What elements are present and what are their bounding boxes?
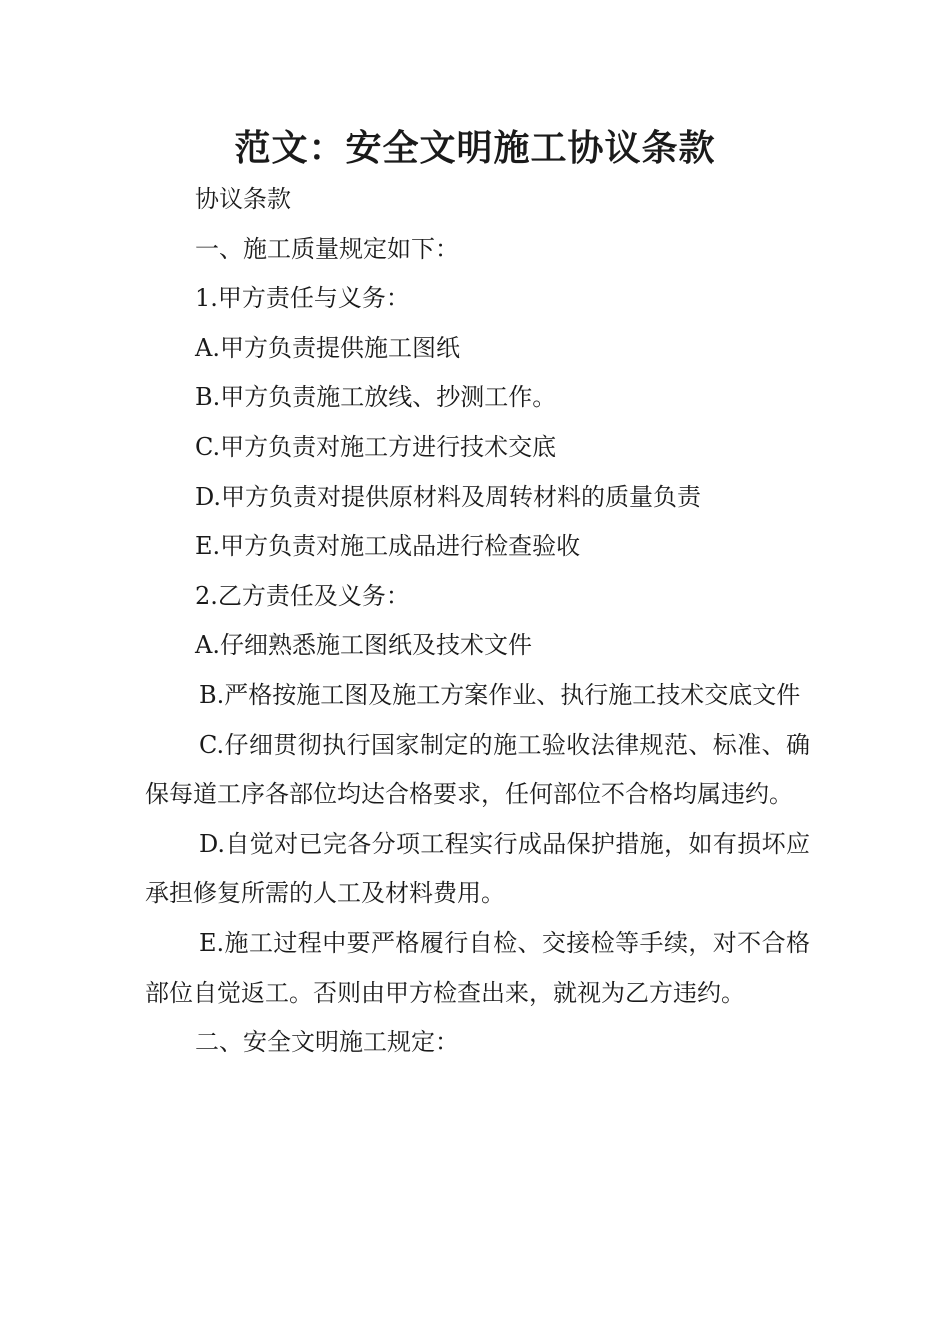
paragraph: A.仔细熟悉施工图纸及技术文件 <box>195 631 532 660</box>
paragraph: 1.甲方责任与义务： <box>195 284 410 313</box>
paragraph: E.施工过程中要严格履行自检、交接检等手续，对不合格部位自觉返工。否则由甲方检查出来，就视为乙方违约。 <box>145 928 810 1007</box>
paragraph: E.甲方负责对施工成品进行检查验收 <box>195 532 581 561</box>
paragraph: 二、安全文明施工规定： <box>195 1028 459 1057</box>
paragraph: D.自觉对已完各分项工程实行成品保护措施，如有损坏应承担修复所需的人工及材料费用。 <box>145 829 810 908</box>
paragraph: 2.乙方责任及义务： <box>195 581 410 610</box>
paragraph: D.甲方负责对提供原材料及周转材料的质量负责 <box>195 482 702 511</box>
document-title: 范文：安全文明施工协议条款 <box>234 128 716 169</box>
paragraph: B.甲方负责施工放线、抄测工作。 <box>195 383 557 412</box>
paragraph: 一、施工质量规定如下： <box>195 234 459 263</box>
paragraph: C.甲方负责对施工方进行技术交底 <box>195 432 557 461</box>
paragraph: 协议条款 <box>195 185 291 213</box>
paragraph: B.严格按施工图及施工方案作业、执行施工技术交底文件 <box>199 680 801 709</box>
document-body <box>145 175 810 1068</box>
paragraph: C.仔细贯彻执行国家制定的施工验收法律规范、标准、确保每道工序各部位均达合格要求，任何部位不合格均属违约。 <box>145 730 810 809</box>
paragraph: A.甲方负责提供施工图纸 <box>195 333 460 362</box>
